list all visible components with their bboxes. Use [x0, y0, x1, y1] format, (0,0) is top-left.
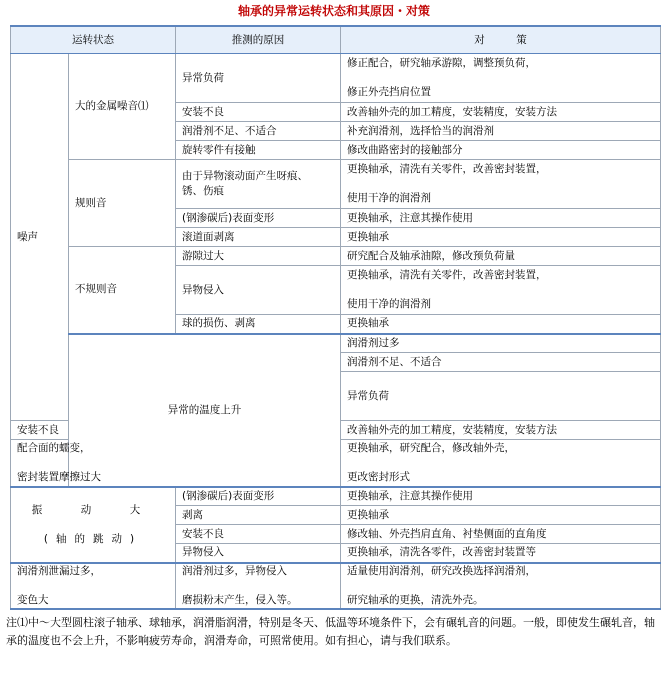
measure-cell: 更换轴承，注意其操作使用: [341, 209, 661, 228]
cause-cell: 安装不良: [176, 103, 341, 122]
group-regular-noise: 规则音: [69, 160, 176, 247]
measure-cell: 更换轴承，注意其操作使用: [341, 487, 661, 506]
measure-cell: 补充润滑剂，选择恰当的润滑剂: [341, 122, 661, 141]
cause-cell: 由于异物滚动面产生呀痕、 锈、伤痕: [176, 160, 341, 209]
measure-cell: 更换轴承，研究配合，修改轴外壳， 更改密封形式: [341, 440, 661, 487]
header-row: [11, 26, 661, 54]
cause-cell: 润滑剂不足、不适合: [176, 122, 341, 141]
measure-cell: 适量使用润滑剂，研究改换选择润滑剂， 研究轴承的更换，清洗外壳。: [341, 563, 661, 609]
cause-cell: 滚道面剥离: [176, 228, 341, 247]
measure-cell: 更换轴承: [341, 228, 661, 247]
table-row: [11, 334, 661, 353]
measure-cell: 更换轴承，清洗有关零件，改善密封装置， 使用干净的润滑剂: [341, 160, 661, 209]
header-state: 运转状态: [11, 26, 176, 54]
cause-cell: (钢渗碳后)表面变形: [176, 209, 341, 228]
cause-cell: 润滑剂过多: [341, 334, 661, 353]
measure-cell: 更换轴承，清洗各零件，改善密封装置等: [341, 544, 661, 563]
cause-cell: 安装不良: [176, 525, 341, 544]
table-row: [11, 160, 661, 209]
measure-cell: 修正配合，研究轴承游隙，调整预负荷， 修正外壳挡肩位置: [341, 54, 661, 103]
bearing-fault-table: [10, 25, 661, 610]
table-row: [11, 487, 661, 506]
header-measure: 对 策: [341, 26, 661, 54]
cause-cell: (钢渗碳后)表面变形: [176, 487, 341, 506]
measure-cell: 改善轴外壳的加工精度，安装精度，安装方法: [341, 421, 661, 440]
cause-cell: 配合面的蠕变， 密封装置摩擦过大: [11, 440, 69, 487]
cause-cell: 安装不良: [11, 421, 69, 440]
measure-cell: 改善轴外壳的加工精度，安装精度，安装方法: [341, 103, 661, 122]
cause-cell: 异常负荷: [341, 372, 661, 421]
table-row: [11, 247, 661, 266]
cause-cell: 润滑剂不足、不适合: [341, 353, 661, 372]
group-vibration: 振 动 大 (轴的跳动): [11, 487, 176, 563]
measure-cell: 研究配合及轴承油隙，修改预负荷量: [341, 247, 661, 266]
cause-cell: 游隙过大: [176, 247, 341, 266]
group-metal-noise: 大的金属噪音⑴: [69, 54, 176, 160]
cause-cell: 旋转零件有接触: [176, 141, 341, 160]
cause-cell: 异物侵入: [176, 544, 341, 563]
measure-cell: 更换轴承: [341, 315, 661, 334]
group-irregular-noise: 不规则音: [69, 247, 176, 334]
measure-cell: 更换轴承: [341, 506, 661, 525]
table-row: [11, 54, 661, 103]
cause-cell: 异常负荷: [176, 54, 341, 103]
measure-cell: 修改轴、外壳挡肩直角、衬垫侧面的直角度: [341, 525, 661, 544]
cause-cell: 润滑剂过多，异物侵入 磨损粉末产生，侵入等。: [176, 563, 341, 609]
measure-cell: 修改曲路密封的接触部分: [341, 141, 661, 160]
group-temperature: 异常的温度上升: [69, 334, 341, 487]
table-row: [11, 563, 661, 609]
cause-cell: 球的损伤、剥离: [176, 315, 341, 334]
group-noise: 噪声: [11, 54, 69, 421]
footnote: 注⑴中～大型圆柱滚子轴承、球轴承，润滑脂润滑，特别是冬天、低温等环境条件下，会有碾轧音的问题。一般，即使发生碾轧音，轴承的温度也不会上升，不影响疲劳寿命，润滑寿命，可照常使用。如有担心，请与我们联系。: [6, 616, 655, 647]
header-cause: 推测的原因: [176, 26, 341, 54]
page-title: 轴承的异常运转状态和其原因・对策: [237, 4, 430, 18]
group-lubricant-leak: 润滑剂泄漏过多， 变色大: [11, 563, 176, 609]
measure-cell: 更换轴承，清洗有关零件，改善密封装置， 使用干净的润滑剂: [341, 266, 661, 315]
cause-cell: 异物侵入: [176, 266, 341, 315]
cause-cell: 剥离: [176, 506, 341, 525]
